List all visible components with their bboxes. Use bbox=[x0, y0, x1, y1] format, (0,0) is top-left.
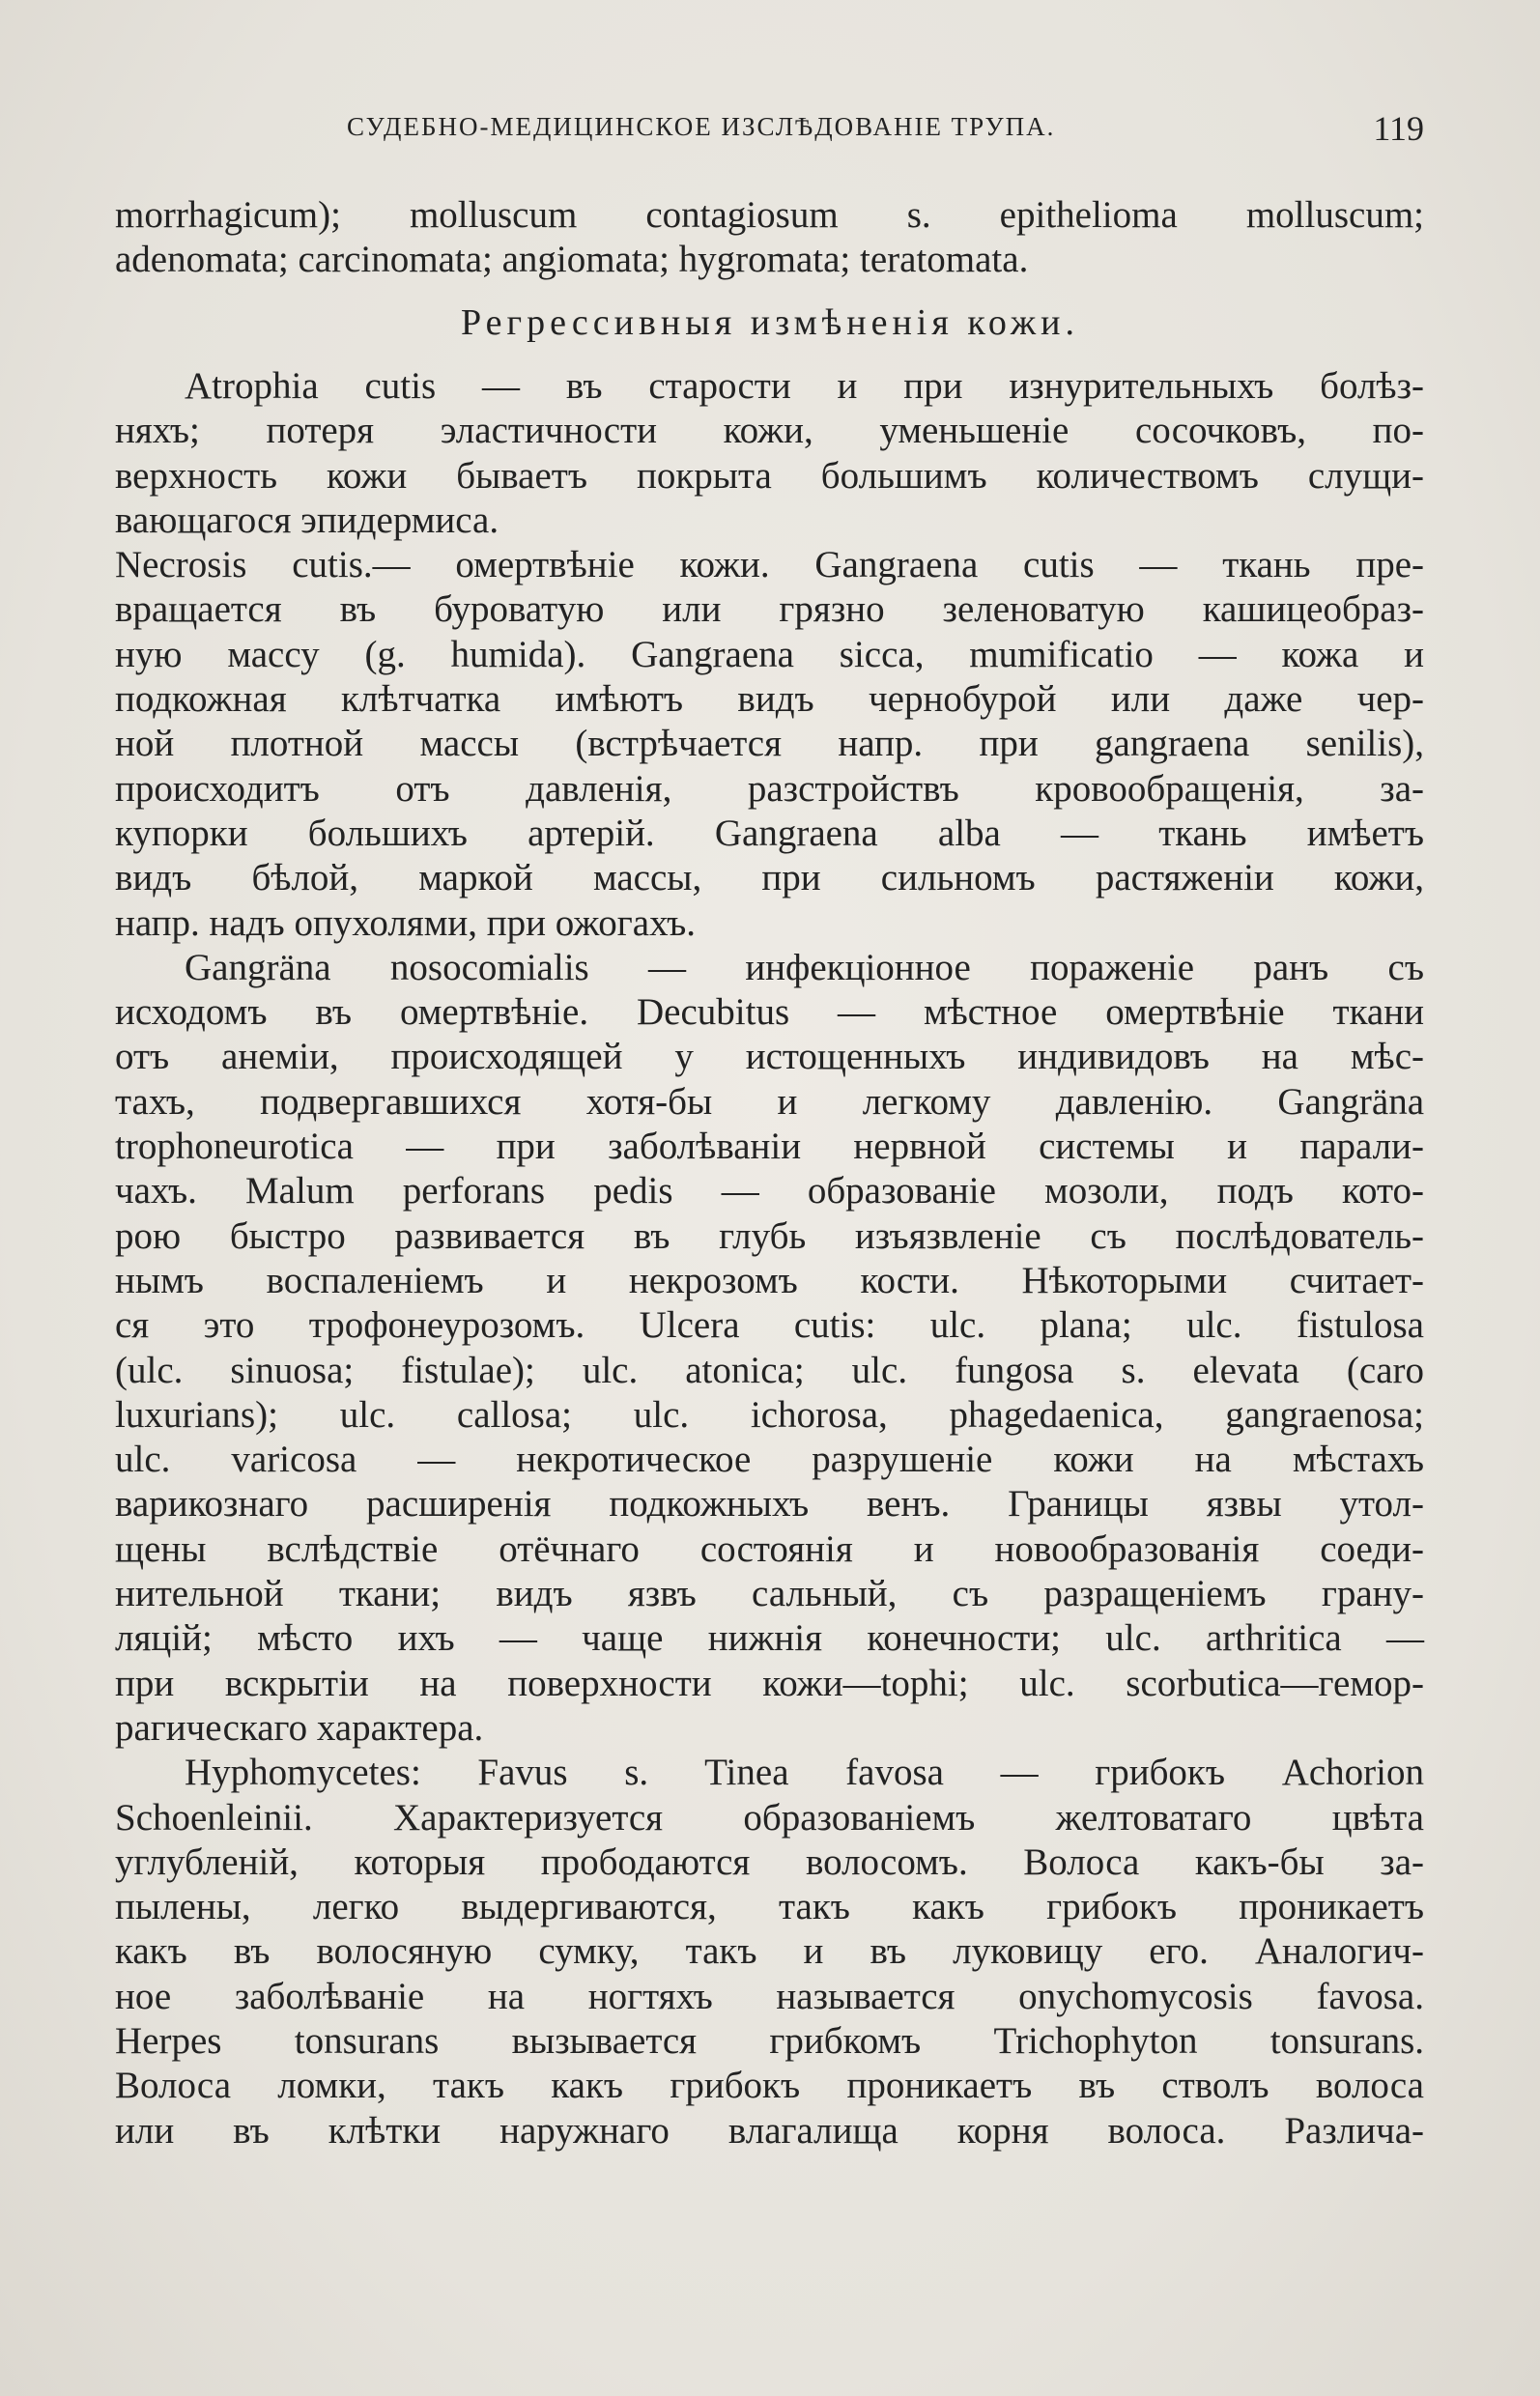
text-line: углубленій, которыя прободаются волосомъ. Волоса какъ-бы за- bbox=[115, 1840, 1424, 1883]
text-line: ulc. varicosa — некротическое разрушеніе кожи на мѣстахъ bbox=[115, 1439, 1424, 1481]
text-line: при вскрытіи на поверхности кожи—tophi; ulc. scorbutica—гемор- bbox=[115, 1662, 1424, 1704]
text-line: ной плотной массы (встрѣчается напр. при gangraena senilis), bbox=[115, 723, 1424, 765]
text-line: adenomata; carcinomata; angiomata; hygromata; teratomata. bbox=[115, 239, 1029, 281]
text-line: отъ анеміи, происходящей у истощенныхъ индивидовъ на мѣс- bbox=[115, 1036, 1424, 1078]
text-line: вающагося эпидермиса. bbox=[115, 499, 499, 541]
text-line: пылены, легко выдергиваются, такъ какъ грибокъ проникаетъ bbox=[115, 1886, 1424, 1928]
text-line: чахъ. Malum perforans pedis — образованіе мозоли, подъ кото- bbox=[115, 1170, 1424, 1212]
text-line: Schoenleinii. Характеризуется образованіемъ желтоватаго цвѣта bbox=[115, 1796, 1424, 1839]
text-line: рою быстро развивается въ глубь изъязвленіе съ послѣдователь- bbox=[115, 1214, 1424, 1257]
text-line: верхность кожи бываетъ покрыта большимъ количествомъ слущи- bbox=[115, 454, 1424, 497]
text-line: нительной ткани; видъ язвъ сальный, съ разращеніемъ грану- bbox=[115, 1573, 1424, 1615]
text-line: ся это трофонеурозомъ. Ulcera cutis: ulc. plana; ulc. fistulosa bbox=[115, 1304, 1424, 1347]
text-line: Hyphomycetes: Favus s. Tinea favosa — грибокъ Achorion bbox=[185, 1752, 1424, 1794]
text-line: подкожная клѣтчатка имѣютъ видъ чернобурой или даже чер- bbox=[115, 678, 1424, 721]
text-line: исходомъ въ омертвѣніе. Decubitus — мѣстное омертвѣніе ткани bbox=[115, 991, 1424, 1034]
text-line: (ulc. sinuosa; fistulae); ulc. atonica; ulc. fungosa s. elevata (caro bbox=[115, 1349, 1424, 1391]
text-line: щены вслѣдствіе отёчнаго состоянія и новообразованія соеди- bbox=[115, 1527, 1424, 1570]
text-line: ную массу (g. humida). Gangraena sicca, mumificatio — кожа и bbox=[115, 633, 1424, 675]
text-line: рагическаго характера. bbox=[115, 1706, 484, 1749]
top-text-block bbox=[115, 193, 1424, 283]
section-heading: Регрессивныя измѣненія кожи. bbox=[461, 302, 1079, 343]
text-line: ляцій; мѣсто ихъ — чаще нижнія конечности; ulc. arthritica — bbox=[115, 1617, 1424, 1660]
text-line: Gangräna nosocomialis — инфекціонное пораженіе ранъ съ bbox=[185, 946, 1424, 988]
main-text-block bbox=[115, 364, 1424, 2154]
text-line: какъ въ волосяную сумку, такъ и въ луковицу его. Аналогич- bbox=[115, 1930, 1424, 1973]
text-line: варикознаго расширенія подкожныхъ венъ. Границы язвы утол- bbox=[115, 1483, 1424, 1526]
text-line: купорки большихъ артерій. Gangraena alba — ткань имѣетъ bbox=[115, 812, 1424, 854]
text-line: trophoneurotica — при заболѣваніи нервной системы и парали- bbox=[115, 1126, 1424, 1168]
text-line: вращается въ буроватую или грязно зеленоватую кашицеобраз- bbox=[115, 588, 1424, 631]
text-line: происходитъ отъ давленія, разстройствъ кровообращенія, за- bbox=[115, 767, 1424, 810]
text-line: Atrophia cutis — въ старости и при изнурительныхъ болѣз- bbox=[185, 365, 1424, 407]
text-line: тахъ, подвергавшихся хотя-бы и легкому давленію. Gangräna bbox=[115, 1080, 1424, 1123]
text-line: нымъ воспаленіемъ и некрозомъ кости. Нѣкоторыми считает- bbox=[115, 1259, 1424, 1301]
running-title: СУДЕБНО-МЕДИЦИНСКОЕ ИЗСЛѢДОВАНІЕ ТРУПА. bbox=[347, 112, 1056, 141]
text-line: напр. надъ опухолями, при ожогахъ. bbox=[115, 901, 697, 944]
text-line: Herpes tonsurans вызывается грибкомъ Trichophyton tonsurans. bbox=[115, 2019, 1424, 2062]
text-line: Волоса ломки, такъ какъ грибокъ проникаетъ въ стволъ волоса bbox=[115, 2065, 1424, 2107]
running-head bbox=[115, 108, 1424, 151]
page-number: 119 bbox=[1373, 109, 1424, 148]
text-line: няхъ; потеря эластичности кожи, уменьшеніе сосочковъ, по- bbox=[115, 410, 1424, 452]
text-line: luxurians); ulc. callosa; ulc. ichorosa, phagedaenica, gangraenosa; bbox=[115, 1393, 1424, 1436]
text-line: видъ бѣлой, маркой массы, при сильномъ растяженіи кожи, bbox=[115, 857, 1424, 899]
text-line: Necrosis cutis.— омертвѣніе кожи. Gangraena cutis — ткань пре- bbox=[115, 544, 1424, 586]
text-line: ное заболѣваніе на ногтяхъ называется onychomycosis favosa. bbox=[115, 1975, 1424, 2017]
text-line: morrhagicum); molluscum contagiosum s. epithelioma molluscum; bbox=[115, 194, 1424, 236]
text-line: или въ клѣтки наружнаго влагалища корня волоса. Различа- bbox=[115, 2109, 1424, 2152]
